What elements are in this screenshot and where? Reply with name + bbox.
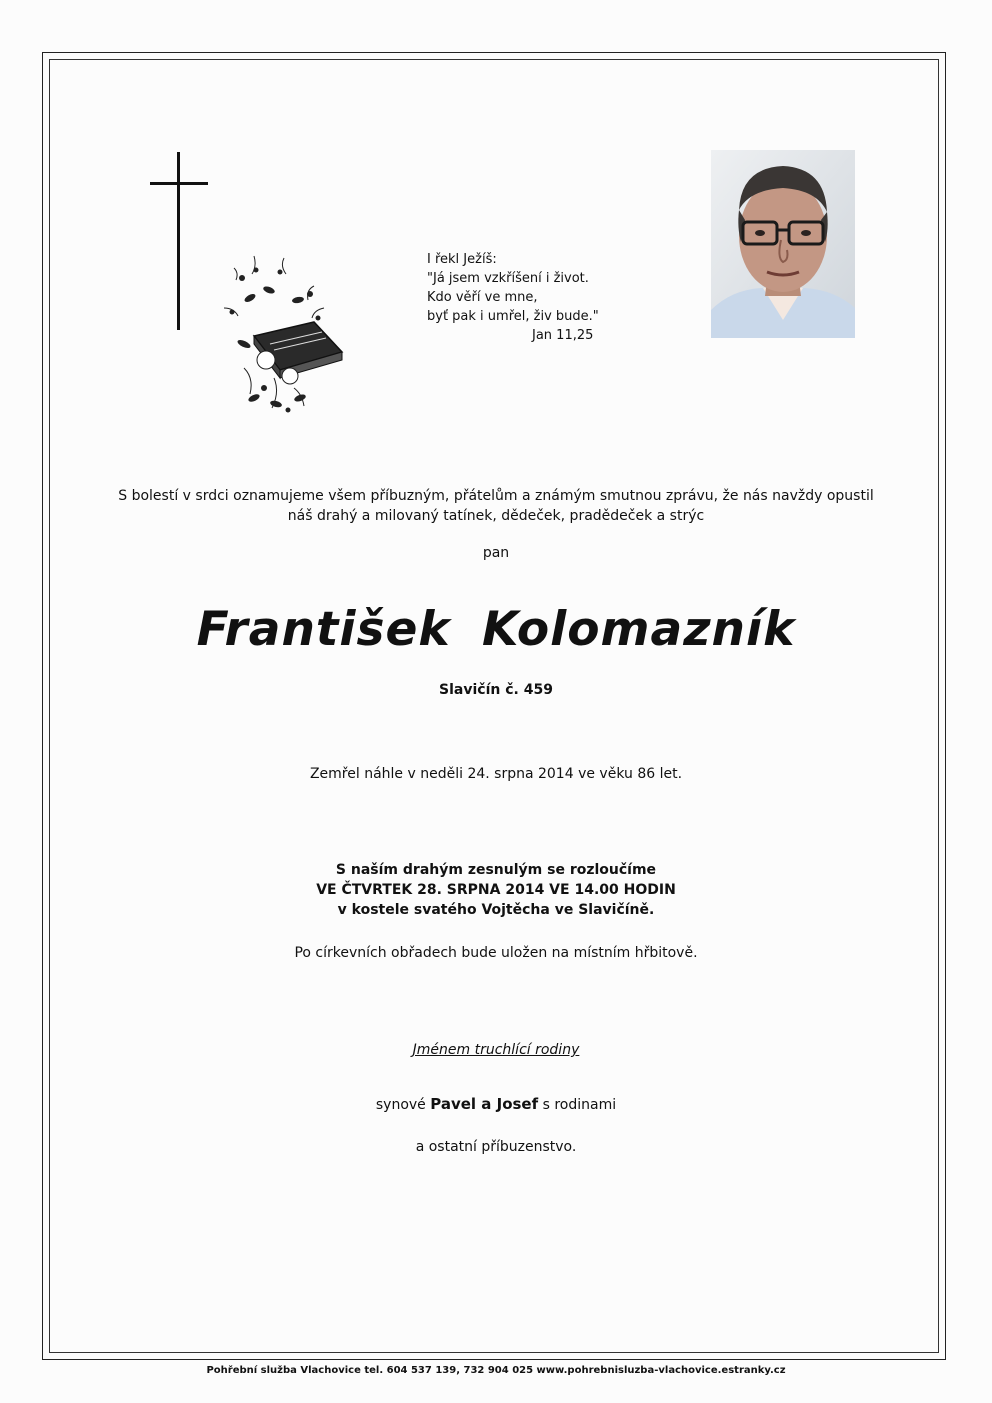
relatives-line: a ostatní příbuzenstvo. bbox=[415, 1139, 577, 1155]
funeral-line: VE ČTVRTEK 28. SRPNA 2014 VE 14.00 HODIN bbox=[316, 882, 676, 898]
last-name: Kolomazník bbox=[481, 602, 796, 657]
funeral-line: v kostele svatého Vojtěcha ve Slavičíně. bbox=[337, 902, 655, 918]
sons-names: Pavel a Josef bbox=[430, 1095, 539, 1113]
bible-with-flowers-icon bbox=[214, 248, 344, 418]
sons-line bbox=[100, 1095, 892, 1113]
family-heading bbox=[100, 1042, 892, 1058]
announcement-line: náš drahý a milovaný tatínek, dědeček, pradědeček a strýc bbox=[287, 508, 705, 524]
announcement-line: S bolestí v srdci oznamujeme všem příbuzným, přátelům a známým smutnou zprávu, že nás navždy opustil bbox=[118, 488, 874, 504]
funeral-details bbox=[100, 860, 892, 920]
family-heading-text: Jménem truchlící rodiny bbox=[412, 1042, 580, 1058]
announcement-text bbox=[100, 486, 892, 526]
deceased-name bbox=[100, 602, 892, 657]
first-name: František bbox=[196, 602, 451, 657]
portrait-photo bbox=[711, 150, 855, 338]
quote-line: I řekl Ježíš: bbox=[427, 252, 497, 267]
death-notice: Zemřel náhle v neděli 24. srpna 2014 ve věku 86 let. bbox=[309, 766, 683, 782]
burial-notice: Po církevních obřadech bude uložen na místním hřbitově. bbox=[294, 945, 698, 961]
quote-line: byť pak i umřel, živ bude." bbox=[427, 309, 599, 324]
quote-line: "Já jsem vzkříšení i život. bbox=[427, 271, 589, 286]
funeral-service-footer: Pohřební služba Vlachovice tel. 604 537 139, 732 904 025 www.pohrebnisluzba-vlachovice.estranky.cz bbox=[206, 1365, 786, 1376]
sons-prefix: synové bbox=[375, 1097, 426, 1113]
quote-line: Kdo věří ve mne, bbox=[427, 290, 538, 305]
title-word: pan bbox=[482, 545, 510, 561]
funeral-line: S naším drahým zesnulým se rozloučíme bbox=[335, 862, 657, 878]
quote-reference: Jan 11,25 bbox=[532, 328, 594, 343]
bible-quote bbox=[427, 250, 667, 345]
sons-suffix: s rodinami bbox=[542, 1097, 617, 1113]
deceased-address: Slavičín č. 459 bbox=[439, 682, 553, 698]
